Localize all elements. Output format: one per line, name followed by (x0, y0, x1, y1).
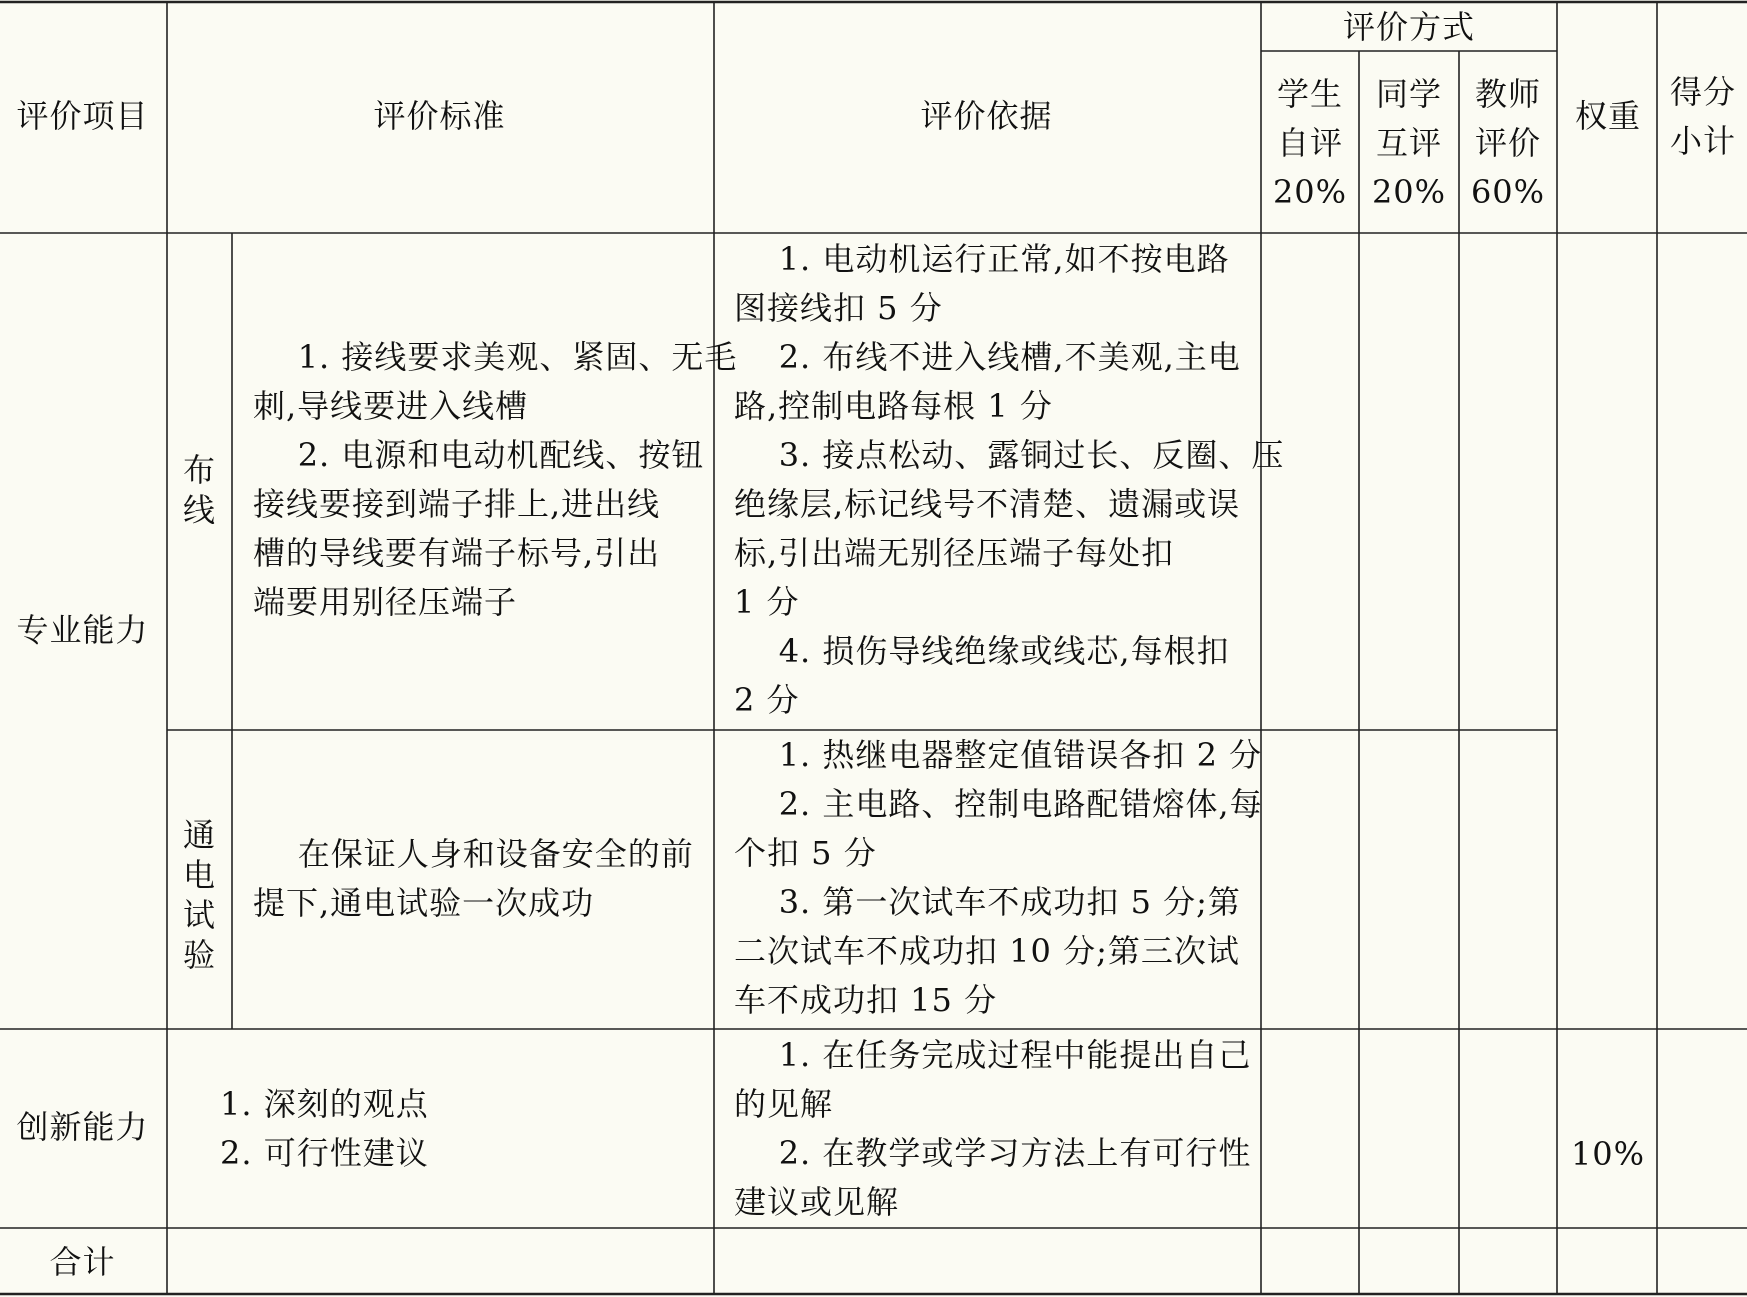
wiring-basis (734, 235, 1284, 725)
header-weight: 权重 (1574, 97, 1641, 135)
power-test-basis-line: 3. 第一次试车不成功扣 5 分;第 (734, 883, 1241, 921)
wiring-standard-line: 1. 接线要求美观、紧固、无毛 (253, 338, 738, 376)
power-test-standard-line: 提下,通电试验一次成功 (253, 884, 595, 922)
innovation-standard-line: 1. 深刻的观点 (220, 1085, 429, 1123)
wiring-basis-line: 1. 电动机运行正常,如不按电路 (734, 240, 1230, 278)
wiring-standard-line: 接线要接到端子排上,进出线 (253, 485, 661, 523)
wiring-standard (253, 333, 737, 627)
innovation-basis (734, 1031, 1251, 1227)
header-teacher-line2: 评价 (1474, 124, 1541, 162)
header-peer-line2: 互评 (1375, 124, 1442, 162)
power-test-standard (253, 830, 694, 928)
header-score-line2: 小计 (1669, 122, 1736, 160)
wiring-basis-line: 1 分 (734, 583, 800, 621)
power-test-basis-line: 个扣 5 分 (734, 834, 877, 872)
power-test-basis-line: 1. 热继电器整定值错误各扣 2 分 (734, 736, 1263, 774)
wiring-basis-line: 2. 布线不进入线槽,不美观,主电 (734, 338, 1241, 376)
header-item: 评价项目 (16, 97, 149, 135)
wiring-basis-line: 2 分 (734, 681, 800, 719)
header-peer-line1: 同学 (1375, 75, 1442, 113)
wiring-standard-line: 2. 电源和电动机配线、按钮 (253, 436, 705, 474)
power-test-basis (734, 731, 1263, 1025)
wiring-basis-line: 图接线扣 5 分 (734, 289, 943, 327)
innovation-weight: 10% (1570, 1135, 1646, 1173)
row-innovation-label: 创新能力 (16, 1108, 149, 1146)
header-self-line3: 20% (1272, 173, 1348, 211)
wiring-standard-line: 刺,导线要进入线槽 (253, 387, 529, 425)
innovation-basis-line: 的见解 (734, 1085, 834, 1123)
innovation-standard (220, 1080, 429, 1178)
wiring-basis-line: 路,控制电路每根 1 分 (734, 387, 1053, 425)
power-test-basis-line: 2. 主电路、控制电路配错熔体,每 (734, 785, 1263, 823)
wiring-standard-line: 端要用别径压端子 (253, 583, 518, 621)
wiring-basis-line: 3. 接点松动、露铜过长、反圈、压 (734, 436, 1285, 474)
wiring-basis-line: 标,引出端无别径压端子每处扣 (734, 534, 1175, 572)
header-self-line1: 学生 (1276, 75, 1343, 113)
header-teacher-line1: 教师 (1474, 75, 1541, 113)
innovation-standard-line: 2. 可行性建议 (220, 1134, 429, 1172)
header-self-line2: 自评 (1276, 124, 1343, 162)
innovation-basis-line: 建议或见解 (734, 1183, 900, 1221)
wiring-sub-label: 布 线 (182, 451, 215, 529)
power-test-basis-line: 二次试车不成功扣 10 分;第三次试 (734, 932, 1240, 970)
row-professional-label: 专业能力 (16, 611, 149, 649)
header-score-line1: 得分 (1669, 73, 1736, 111)
innovation-basis-line: 2. 在教学或学习方法上有可行性 (734, 1134, 1252, 1172)
wiring-basis-line: 绝缘层,标记线号不清楚、遗漏或误 (734, 485, 1241, 523)
header-basis: 评价依据 (920, 97, 1053, 135)
wiring-basis-line: 4. 损伤导线绝缘或线芯,每根扣 (734, 632, 1230, 670)
innovation-basis-line: 1. 在任务完成过程中能提出自己 (734, 1036, 1252, 1074)
power-test-basis-line: 车不成功扣 15 分 (734, 981, 998, 1019)
header-teacher-line3: 60% (1470, 173, 1546, 211)
power-test-standard-line: 在保证人身和设备安全的前 (253, 835, 694, 873)
power-test-sub-label: 通 电 试 验 (182, 816, 215, 974)
header-standard: 评价标准 (373, 97, 506, 135)
header-peer-line3: 20% (1371, 173, 1447, 211)
row-total-label: 合计 (49, 1243, 116, 1281)
wiring-standard-line: 槽的导线要有端子标号,引出 (253, 534, 661, 572)
header-method: 评价方式 (1342, 8, 1475, 46)
